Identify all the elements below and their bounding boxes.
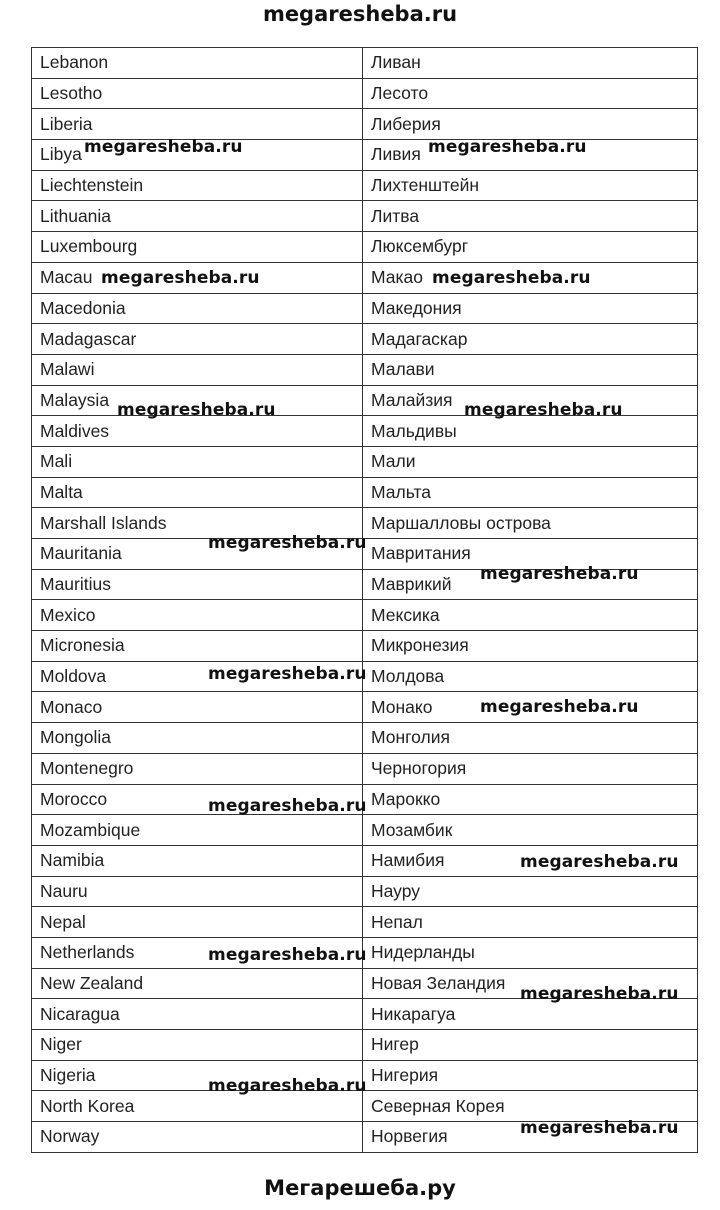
country-name-ru: Мексика bbox=[363, 600, 698, 631]
country-name-en: Morocco bbox=[32, 784, 363, 815]
country-name-ru: Македония bbox=[363, 293, 698, 324]
country-name-ru: Марокко bbox=[363, 784, 698, 815]
country-name-ru: Маршалловы острова bbox=[363, 508, 698, 539]
table-row bbox=[32, 354, 698, 385]
country-name-ru: Северная Корея bbox=[363, 1091, 698, 1122]
country-name-ru: Никарагуа bbox=[363, 999, 698, 1030]
country-name-ru: Мальдивы bbox=[363, 416, 698, 447]
watermark: megaresheba.ru bbox=[480, 697, 639, 717]
country-name-ru: Ливан bbox=[363, 48, 698, 79]
country-name-ru: Черногория bbox=[363, 753, 698, 784]
country-name-en: Marshall Islands bbox=[32, 508, 363, 539]
country-name-ru: Малайзия bbox=[363, 385, 698, 416]
country-name-ru: Малави bbox=[363, 354, 698, 385]
country-name-ru: Науру bbox=[363, 876, 698, 907]
country-name-ru: Макао bbox=[363, 262, 698, 293]
watermark: megaresheba.ru bbox=[432, 268, 591, 288]
country-name-en: Malta bbox=[32, 477, 363, 508]
country-name-en: Liechtenstein bbox=[32, 170, 363, 201]
country-name-en: Nicaragua bbox=[32, 999, 363, 1030]
country-name-ru: Намибия bbox=[363, 845, 698, 876]
watermark: megaresheba.ru bbox=[208, 664, 367, 684]
watermark: megaresheba.ru bbox=[84, 137, 243, 157]
table-row bbox=[32, 631, 698, 662]
country-name-en: Mauritius bbox=[32, 569, 363, 600]
country-name-ru: Мозамбик bbox=[363, 815, 698, 846]
country-name-ru: Нигерия bbox=[363, 1060, 698, 1091]
country-name-en: Mozambique bbox=[32, 815, 363, 846]
table-row bbox=[32, 446, 698, 477]
table-row bbox=[32, 201, 698, 232]
country-name-ru: Мадагаскар bbox=[363, 324, 698, 355]
country-name-en: Niger bbox=[32, 1030, 363, 1061]
country-name-en: Luxembourg bbox=[32, 232, 363, 263]
page-footer-title: Мегарешеба.ру bbox=[264, 1176, 456, 1200]
table-row bbox=[32, 723, 698, 754]
country-name-en: Netherlands bbox=[32, 937, 363, 968]
watermark: megaresheba.ru bbox=[208, 796, 367, 816]
country-name-en: Macedonia bbox=[32, 293, 363, 324]
country-name-ru: Монако bbox=[363, 692, 698, 723]
country-name-ru: Норвегия bbox=[363, 1122, 698, 1153]
country-name-ru: Ливия bbox=[363, 140, 698, 171]
watermark: megaresheba.ru bbox=[117, 400, 276, 420]
page-header-title: megaresheba.ru bbox=[262, 2, 458, 26]
country-name-en: Mexico bbox=[32, 600, 363, 631]
table-row bbox=[32, 109, 698, 140]
country-name-en: Liberia bbox=[32, 109, 363, 140]
watermark: megaresheba.ru bbox=[208, 1076, 367, 1096]
country-name-ru: Микронезия bbox=[363, 631, 698, 662]
country-name-ru: Литва bbox=[363, 201, 698, 232]
country-name-ru: Лихтенштейн bbox=[363, 170, 698, 201]
country-name-en: Nauru bbox=[32, 876, 363, 907]
country-name-en: Lesotho bbox=[32, 78, 363, 109]
watermark: megaresheba.ru bbox=[208, 945, 367, 965]
table-row bbox=[32, 600, 698, 631]
table-row bbox=[32, 416, 698, 447]
watermark: megaresheba.ru bbox=[208, 533, 367, 553]
country-name-en: Norway bbox=[32, 1122, 363, 1153]
country-name-en: Lithuania bbox=[32, 201, 363, 232]
country-name-ru: Мавритания bbox=[363, 539, 698, 570]
table-row bbox=[32, 907, 698, 938]
table-row bbox=[32, 232, 698, 263]
country-name-en: Mongolia bbox=[32, 723, 363, 754]
country-name-ru: Молдова bbox=[363, 661, 698, 692]
country-name-en: Moldova bbox=[32, 661, 363, 692]
table-row bbox=[32, 753, 698, 784]
country-name-ru: Мали bbox=[363, 446, 698, 477]
watermark: megaresheba.ru bbox=[480, 564, 639, 584]
watermark: megaresheba.ru bbox=[428, 137, 587, 157]
table-row bbox=[32, 1030, 698, 1061]
country-name-ru: Мальта bbox=[363, 477, 698, 508]
table-row bbox=[32, 170, 698, 201]
watermark: megaresheba.ru bbox=[520, 852, 679, 872]
table-row bbox=[32, 78, 698, 109]
table-row bbox=[32, 876, 698, 907]
country-name-en: Monaco bbox=[32, 692, 363, 723]
country-name-en: Lebanon bbox=[32, 48, 363, 79]
country-name-en: Macau bbox=[32, 262, 363, 293]
table-row bbox=[32, 477, 698, 508]
watermark: megaresheba.ru bbox=[464, 400, 623, 420]
country-name-ru: Монголия bbox=[363, 723, 698, 754]
country-name-ru: Непал bbox=[363, 907, 698, 938]
table-row bbox=[32, 48, 698, 79]
country-name-en: Nepal bbox=[32, 907, 363, 938]
country-name-en: New Zealand bbox=[32, 968, 363, 999]
country-name-ru: Нидерланды bbox=[363, 937, 698, 968]
table-row bbox=[32, 815, 698, 846]
country-name-ru: Нигер bbox=[363, 1030, 698, 1061]
country-name-en: Mauritania bbox=[32, 539, 363, 570]
table-row bbox=[32, 324, 698, 355]
country-name-en: Madagascar bbox=[32, 324, 363, 355]
country-name-ru: Лесото bbox=[363, 78, 698, 109]
table-row bbox=[32, 293, 698, 324]
country-name-en: Montenegro bbox=[32, 753, 363, 784]
country-name-en: North Korea bbox=[32, 1091, 363, 1122]
country-name-en: Malawi bbox=[32, 354, 363, 385]
country-name-en: Malaysia bbox=[32, 385, 363, 416]
country-name-en: Libya bbox=[32, 140, 363, 171]
country-name-en: Micronesia bbox=[32, 631, 363, 662]
watermark: megaresheba.ru bbox=[101, 268, 260, 288]
country-name-ru: Либерия bbox=[363, 109, 698, 140]
watermark: megaresheba.ru bbox=[520, 984, 679, 1004]
country-name-ru: Маврикий bbox=[363, 569, 698, 600]
country-name-en: Mali bbox=[32, 446, 363, 477]
country-name-en: Maldives bbox=[32, 416, 363, 447]
watermark: megaresheba.ru bbox=[520, 1118, 679, 1138]
country-name-en: Nigeria bbox=[32, 1060, 363, 1091]
country-name-ru: Новая Зеландия bbox=[363, 968, 698, 999]
country-name-en: Namibia bbox=[32, 845, 363, 876]
country-name-ru: Люксембург bbox=[363, 232, 698, 263]
